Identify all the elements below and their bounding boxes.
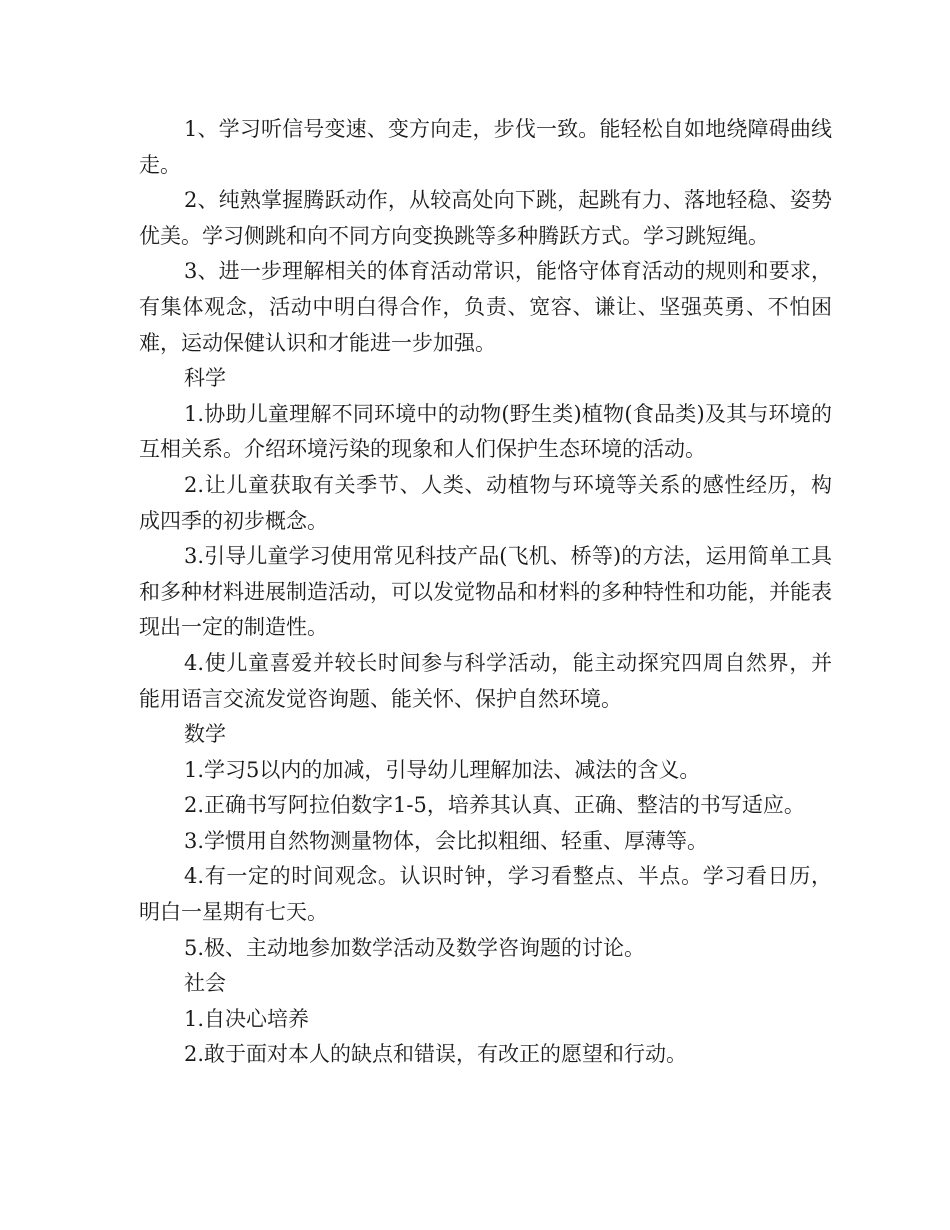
pe-item-3: 3、进一步理解相关的体育活动常识，能恪守体育活动的规则和要求，有集体观念，活动中明白得合作，负责、宽容、谦让、坚强英勇、不怕困难，运动保健认识和才能进一步加强。 xyxy=(139,259,832,355)
society-item-1: 1.自决心培养 xyxy=(184,1006,310,1031)
math-item-2: 2.正确书写阿拉伯数字1-5，培养其认真、正确、整洁的书写适应。 xyxy=(184,793,805,818)
science-item-1: 1.协助儿童理解不同环境中的动物(野生类)植物(食品类)及其与环境的互相关系。介绍环境污染的现象和人们保护生态环境的活动。 xyxy=(139,401,832,462)
math-item-1: 1.学习5以内的加减，引导幼儿理解加法、减法的含义。 xyxy=(184,757,701,782)
science-heading: 科学 xyxy=(184,366,226,391)
science-item-3: 3.引导儿童学习使用常见科技产品(飞机、桥等)的方法，运用简单工具和多种材料进展制造活动，可以发觉物品和材料的多种特性和功能，并能表现出一定的制造性。 xyxy=(139,544,832,640)
science-item-2: 2.让儿童获取有关季节、人类、动植物与环境等关系的感性经历，构成四季的初步概念。 xyxy=(139,472,832,533)
math-item-4: 4.有一定的时间观念。认识时钟，学习看整点、半点。学习看日历，明白一星期有七天。 xyxy=(139,864,832,925)
pe-item-2: 2、纯熟掌握腾跃动作，从较高处向下跳，起跳有力、落地轻稳、姿势优美。学习侧跳和向不同方向变换跳等多种腾跃方式。学习跳短绳。 xyxy=(139,188,832,248)
pe-item-1: 1、学习听信号变速、变方向走，步伐一致。能轻松自如地绕障碍曲线走。 xyxy=(139,117,832,177)
math-item-5: 5.极、主动地参加数学活动及数学咨询题的讨论。 xyxy=(184,935,646,960)
society-heading: 社会 xyxy=(184,971,226,996)
science-item-4: 4.使儿童喜爱并较长时间参与科学活动，能主动探究四周自然界，并能用语言交流发觉咨询题、能关怀、保护自然环境。 xyxy=(139,650,832,711)
math-item-3: 3.学惯用自然物测量物体，会比拟粗细、轻重、厚薄等。 xyxy=(184,828,709,853)
society-item-2: 2.敢于面对本人的缺点和错误，有改正的愿望和行动。 xyxy=(184,1042,688,1067)
math-heading: 数学 xyxy=(184,722,226,747)
